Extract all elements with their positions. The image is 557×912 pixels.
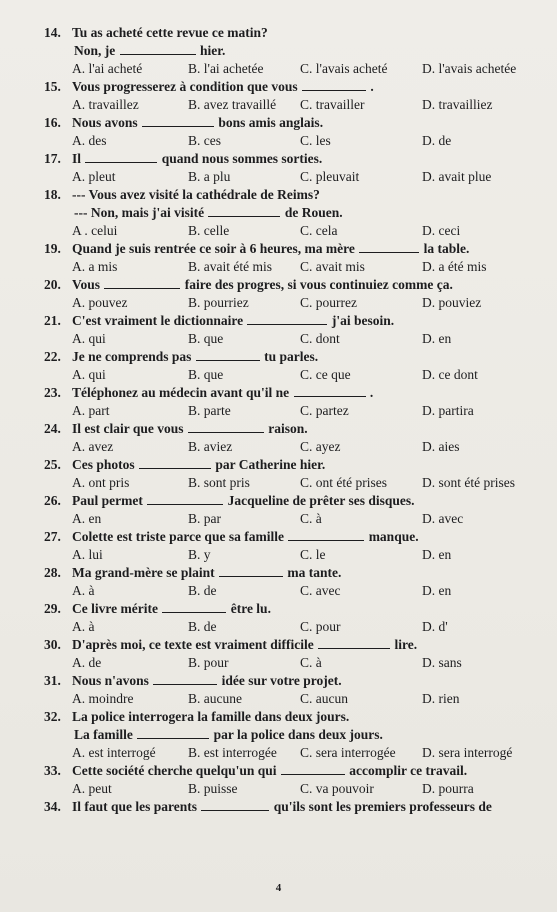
options-row xyxy=(0,690,557,708)
option-d: D. avec xyxy=(422,511,464,526)
option-d: D. ce dont xyxy=(422,367,478,382)
question-line xyxy=(0,240,557,258)
option-d: D. sont été prises xyxy=(422,475,515,490)
question-stem xyxy=(72,78,374,96)
question-stem xyxy=(72,672,342,690)
option-c: C. partez xyxy=(300,403,349,418)
stem-text: raison. xyxy=(264,421,308,436)
option-c: C. va pouvoir xyxy=(300,781,374,796)
question-item xyxy=(0,186,557,240)
option-d: D. l'avais achetée xyxy=(422,61,517,76)
option-c: C. pour xyxy=(300,619,341,634)
stem-text: ma tante. xyxy=(283,565,342,580)
option-a: A. travaillez xyxy=(72,97,139,112)
question-line xyxy=(0,384,557,402)
question-number: 19. xyxy=(44,241,61,256)
option-d: D. d' xyxy=(422,619,448,634)
stem-text: . xyxy=(367,79,374,94)
stem-text: faire des progres, si vous continuiez comme ça. xyxy=(181,277,453,292)
option-c: C. ont été prises xyxy=(300,475,387,490)
question-stem xyxy=(72,240,469,258)
question-stem xyxy=(72,312,394,330)
option-b: B. y xyxy=(188,547,211,562)
question-number: 16. xyxy=(44,115,61,130)
stem-text: Ma grand-mère se plaint xyxy=(72,565,218,580)
option-c: C. ayez xyxy=(300,439,341,454)
question-line xyxy=(0,24,557,42)
option-b: B. aucune xyxy=(188,691,242,706)
stem-text: Vous progresserez à condition que vous xyxy=(72,79,302,94)
stem-text: la table. xyxy=(420,241,470,256)
question-line xyxy=(0,528,557,546)
options-row xyxy=(0,366,557,384)
stem-text: qu'ils sont les premiers professeurs de xyxy=(270,799,492,814)
option-a: A. moindre xyxy=(72,691,134,706)
option-b: B. sont pris xyxy=(188,475,250,490)
options-row xyxy=(0,330,557,348)
option-b: B. puisse xyxy=(188,781,238,796)
option-b: B. a plu xyxy=(188,169,231,184)
option-c: C. travailler xyxy=(300,97,365,112)
option-a: A. à xyxy=(72,583,95,598)
question-stem xyxy=(72,186,320,204)
options-row xyxy=(0,582,557,600)
option-d: D. ceci xyxy=(422,223,461,238)
answer-blank xyxy=(247,312,327,325)
stem-text: j'ai besoin. xyxy=(328,313,395,328)
answer-blank xyxy=(208,204,280,217)
option-b: B. par xyxy=(188,511,221,526)
options-row xyxy=(0,474,557,492)
options-row xyxy=(0,60,557,78)
answer-blank xyxy=(359,240,419,253)
stem-text: D'après moi, ce texte est vraiment difficile xyxy=(72,637,318,652)
stem-text: par Catherine hier. xyxy=(212,457,326,472)
question-number: 27. xyxy=(44,529,61,544)
question-item xyxy=(0,24,557,78)
option-c: C. à xyxy=(300,655,322,670)
question-stem xyxy=(72,636,417,654)
stem-text: . xyxy=(366,385,374,400)
stem-text: Jacqueline de prêter ses disques. xyxy=(224,493,415,508)
stem-text: être lu. xyxy=(227,601,271,616)
question-number: 26. xyxy=(44,493,61,508)
question-item xyxy=(0,672,557,708)
question-item xyxy=(0,528,557,564)
stem-text: Quand je suis rentrée ce soir à 6 heures, ma mère xyxy=(72,241,359,256)
option-d: D. travailliez xyxy=(422,97,493,112)
question-number: 21. xyxy=(44,313,61,328)
option-b: B. avez travaillé xyxy=(188,97,277,112)
stem-text: bons amis anglais. xyxy=(215,115,324,130)
option-a: A. est interrogé xyxy=(72,745,156,760)
stem-text: Nous n'avons xyxy=(72,673,153,688)
option-b: B. de xyxy=(188,619,217,634)
stem-text: C'est vraiment le dictionnaire xyxy=(72,313,247,328)
options-row xyxy=(0,546,557,564)
question-line xyxy=(0,420,557,438)
question-number: 25. xyxy=(44,457,61,472)
option-c: C. dont xyxy=(300,331,340,346)
question-line xyxy=(0,636,557,654)
option-d: D. aies xyxy=(422,439,460,454)
question-item xyxy=(0,492,557,528)
answer-blank xyxy=(153,672,217,685)
stem-text: --- Non, mais j'ai visité xyxy=(74,205,208,220)
stem-text: --- Vous avez visité la cathédrale de Reims? xyxy=(72,187,320,202)
answer-blank xyxy=(120,42,196,55)
stem-text: de Rouen. xyxy=(281,205,343,220)
question-line xyxy=(0,600,557,618)
option-d: D. pourra xyxy=(422,781,474,796)
option-a: A. l'ai acheté xyxy=(72,61,143,76)
question-line xyxy=(0,204,557,222)
option-a: A. des xyxy=(72,133,107,148)
options-row xyxy=(0,222,557,240)
options-row xyxy=(0,258,557,276)
question-item xyxy=(0,798,557,816)
question-item xyxy=(0,762,557,798)
stem-text: Je ne comprends pas xyxy=(72,349,195,364)
stem-text: Nous avons xyxy=(72,115,142,130)
stem-text: idée sur votre projet. xyxy=(218,673,342,688)
question-line xyxy=(0,78,557,96)
answer-blank xyxy=(302,78,366,91)
options-row xyxy=(0,168,557,186)
stem-text: quand nous sommes sorties. xyxy=(158,151,323,166)
question-line xyxy=(0,276,557,294)
answer-blank xyxy=(318,636,390,649)
question-line xyxy=(0,150,557,168)
question-number: 29. xyxy=(44,601,61,616)
option-a: A. lui xyxy=(72,547,103,562)
options-row xyxy=(0,96,557,114)
question-item xyxy=(0,564,557,600)
question-line xyxy=(0,492,557,510)
option-c: C. l'avais acheté xyxy=(300,61,388,76)
option-b: B. que xyxy=(188,331,224,346)
question-stem xyxy=(72,492,415,510)
option-b: B. ces xyxy=(188,133,221,148)
answer-blank xyxy=(201,798,269,811)
question-number: 18. xyxy=(44,187,61,202)
stem-text: La police interrogera la famille dans deux jours. xyxy=(72,709,350,724)
option-d: D. de xyxy=(422,133,452,148)
option-c: C. avec xyxy=(300,583,341,598)
option-d: D. avait plue xyxy=(422,169,492,184)
option-c: C. à xyxy=(300,511,322,526)
question-stem xyxy=(74,726,383,744)
option-c: C. ce que xyxy=(300,367,351,382)
option-a: A. à xyxy=(72,619,95,634)
stem-text: Il xyxy=(72,151,85,166)
option-d: D. en xyxy=(422,547,452,562)
option-a: A . celui xyxy=(72,223,118,238)
question-number: 34. xyxy=(44,799,61,814)
question-number: 24. xyxy=(44,421,61,436)
answer-blank xyxy=(196,348,260,361)
question-item xyxy=(0,384,557,420)
options-row xyxy=(0,654,557,672)
options-row xyxy=(0,510,557,528)
question-stem xyxy=(72,600,271,618)
question-item xyxy=(0,348,557,384)
option-d: D. sera interrogé xyxy=(422,745,513,760)
option-c: C. avait mis xyxy=(300,259,365,274)
question-line xyxy=(0,564,557,582)
answer-blank xyxy=(104,276,180,289)
question-stem xyxy=(72,798,492,816)
answer-blank xyxy=(147,492,223,505)
answer-blank xyxy=(188,420,264,433)
answer-blank xyxy=(288,528,364,541)
option-a: A. qui xyxy=(72,331,106,346)
question-stem xyxy=(72,348,318,366)
question-line xyxy=(0,798,557,816)
option-a: A. pouvez xyxy=(72,295,128,310)
question-item xyxy=(0,420,557,456)
answer-blank xyxy=(85,150,157,163)
stem-text: accomplir ce travail. xyxy=(345,763,468,778)
stem-text: par la police dans deux jours. xyxy=(210,727,383,742)
question-stem xyxy=(72,384,373,402)
option-a: A. avez xyxy=(72,439,114,454)
question-item xyxy=(0,636,557,672)
option-c: C. pourrez xyxy=(300,295,357,310)
question-line xyxy=(0,708,557,726)
stem-text: Cette société cherche quelqu'un qui xyxy=(72,763,280,778)
question-line xyxy=(0,348,557,366)
options-row xyxy=(0,618,557,636)
question-number: 15. xyxy=(44,79,61,94)
option-d: D. partira xyxy=(422,403,474,418)
question-item xyxy=(0,78,557,114)
question-stem xyxy=(72,762,467,780)
stem-text: Colette est triste parce que sa famille xyxy=(72,529,288,544)
question-stem xyxy=(72,114,323,132)
option-c: C. le xyxy=(300,547,326,562)
option-a: A. a mis xyxy=(72,259,118,274)
question-number: 33. xyxy=(44,763,61,778)
question-stem xyxy=(72,420,308,438)
option-b: B. que xyxy=(188,367,224,382)
question-line xyxy=(0,762,557,780)
options-row xyxy=(0,780,557,798)
question-number: 31. xyxy=(44,673,61,688)
option-b: B. de xyxy=(188,583,217,598)
option-b: B. parte xyxy=(188,403,231,418)
stem-text: Il est clair que vous xyxy=(72,421,187,436)
question-item xyxy=(0,456,557,492)
stem-text: Paul permet xyxy=(72,493,147,508)
option-c: C. les xyxy=(300,133,331,148)
options-row xyxy=(0,294,557,312)
stem-text: Ce livre mérite xyxy=(72,601,162,616)
option-c: C. sera interrogée xyxy=(300,745,396,760)
stem-text: Vous xyxy=(72,277,104,292)
options-row xyxy=(0,438,557,456)
option-b: B. l'ai achetée xyxy=(188,61,264,76)
question-number: 28. xyxy=(44,565,61,580)
option-d: D. rien xyxy=(422,691,460,706)
stem-text: Téléphonez au médecin avant qu'il ne xyxy=(72,385,293,400)
question-item xyxy=(0,600,557,636)
answer-blank xyxy=(137,726,209,739)
question-number: 32. xyxy=(44,709,61,724)
stem-text: lire. xyxy=(391,637,418,652)
question-item xyxy=(0,240,557,276)
question-stem xyxy=(72,150,322,168)
question-line xyxy=(0,312,557,330)
stem-text: tu parles. xyxy=(260,349,319,364)
question-stem xyxy=(74,42,225,60)
question-item xyxy=(0,312,557,348)
stem-text: Il faut que les parents xyxy=(72,799,201,814)
options-row xyxy=(0,132,557,150)
question-item xyxy=(0,276,557,312)
question-line xyxy=(0,726,557,744)
option-b: B. pourriez xyxy=(188,295,249,310)
question-line xyxy=(0,186,557,204)
answer-blank xyxy=(142,114,214,127)
question-stem xyxy=(74,204,343,222)
question-stem xyxy=(72,24,268,42)
question-number: 14. xyxy=(44,25,61,40)
answer-blank xyxy=(219,564,283,577)
answer-blank xyxy=(139,456,211,469)
option-d: D. a été mis xyxy=(422,259,487,274)
option-a: A. de xyxy=(72,655,102,670)
question-number: 30. xyxy=(44,637,61,652)
option-a: A. ont pris xyxy=(72,475,130,490)
answer-blank xyxy=(281,762,345,775)
question-item xyxy=(0,708,557,762)
options-row xyxy=(0,402,557,420)
question-number: 23. xyxy=(44,385,61,400)
option-a: A. qui xyxy=(72,367,106,382)
option-b: B. avait été mis xyxy=(188,259,272,274)
stem-text: manque. xyxy=(365,529,419,544)
question-line xyxy=(0,42,557,60)
question-line xyxy=(0,456,557,474)
question-stem xyxy=(72,708,349,726)
option-d: D. en xyxy=(422,583,452,598)
question-stem xyxy=(72,564,341,582)
answer-blank xyxy=(294,384,366,397)
answer-blank xyxy=(162,600,226,613)
stem-text: hier. xyxy=(196,43,226,58)
option-d: D. en xyxy=(422,331,452,346)
question-stem xyxy=(72,276,453,294)
question-line xyxy=(0,672,557,690)
option-a: A. peut xyxy=(72,781,112,796)
option-d: D. pouviez xyxy=(422,295,482,310)
stem-text: Ces photos xyxy=(72,457,139,472)
option-a: A. en xyxy=(72,511,102,526)
question-number: 22. xyxy=(44,349,61,364)
option-c: C. pleuvait xyxy=(300,169,360,184)
stem-text: Tu as acheté cette revue ce matin? xyxy=(72,25,268,40)
question-line xyxy=(0,114,557,132)
question-number: 20. xyxy=(44,277,61,292)
options-row xyxy=(0,744,557,762)
option-c: C. aucun xyxy=(300,691,348,706)
option-b: B. celle xyxy=(188,223,230,238)
stem-text: Non, je xyxy=(74,43,119,58)
option-a: A. part xyxy=(72,403,110,418)
question-item xyxy=(0,114,557,150)
option-a: A. pleut xyxy=(72,169,116,184)
question-item xyxy=(0,150,557,186)
question-stem xyxy=(72,528,419,546)
stem-text: La famille xyxy=(74,727,137,742)
question-stem xyxy=(72,456,325,474)
page-number: 4 xyxy=(275,882,282,894)
option-b: B. aviez xyxy=(188,439,233,454)
option-c: C. cela xyxy=(300,223,338,238)
option-d: D. sans xyxy=(422,655,462,670)
question-number: 17. xyxy=(44,151,61,166)
option-b: B. est interrogée xyxy=(188,745,277,760)
option-b: B. pour xyxy=(188,655,229,670)
